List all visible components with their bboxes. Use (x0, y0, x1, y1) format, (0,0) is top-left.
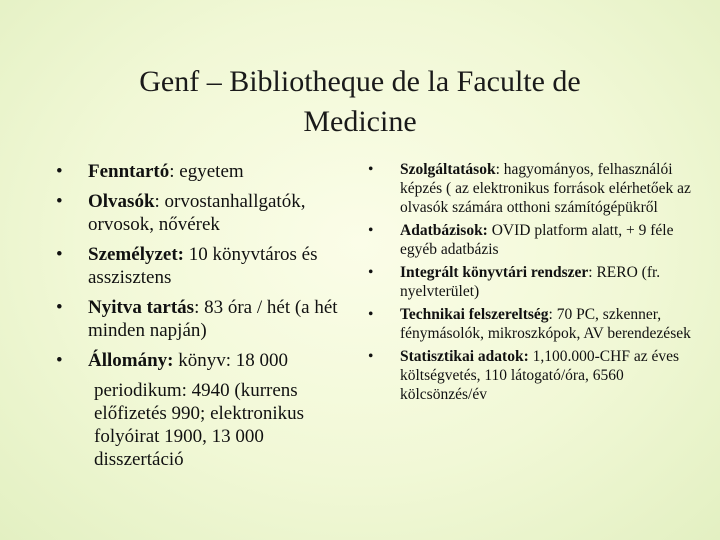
item-label: Szolgáltatások (400, 161, 496, 178)
list-item (368, 305, 698, 343)
list-item (368, 221, 698, 259)
slide-title-line-1: Genf – Bibliotheque de la Faculte de (139, 65, 581, 98)
item-text: : orvostanhallgatók, orvosok, nővérek (88, 191, 306, 235)
right-column-list (368, 160, 698, 408)
bullet-icon: • (56, 350, 63, 371)
item-text: : egyetem (169, 161, 244, 182)
item-continuation: periodikum: 4940 (kurrens előfizetés 990; elektronikus folyóirat 1900, 13 000 disszertáció (94, 380, 304, 470)
list-item (56, 296, 346, 342)
bullet-icon: • (368, 161, 374, 178)
list-item (368, 263, 698, 301)
bullet-icon: • (368, 348, 374, 365)
slide-title (0, 62, 720, 142)
slide-title-line-2: Medicine (303, 105, 417, 138)
item-label: Adatbázisok: (400, 222, 488, 239)
item-text: : hagyományos, felhasználói képzés ( az elektronikus források elérhetőek az olvasók számára otthoni számítógépükről (400, 161, 691, 216)
bullet-icon: • (368, 264, 374, 281)
bullet-icon: • (368, 306, 374, 323)
bullet-icon: • (56, 191, 63, 212)
item-text: OVID platform alatt, + 9 féle egyéb adatbázis (400, 222, 674, 258)
list-item (368, 347, 698, 404)
item-label: Nyitva tartás (88, 297, 195, 318)
item-text: : RERO (fr. nyelvterület) (400, 264, 661, 300)
item-label: Olvasók (88, 191, 155, 212)
item-label: Fenntartó (88, 161, 170, 182)
bullet-icon: • (56, 161, 63, 182)
item-text: 1,100.000-CHF az éves költségvetés, 110 látogató/óra, 6560 kölcsönzés/év (400, 348, 679, 403)
item-text: : 83 óra / hét (a hét minden napján) (88, 297, 338, 341)
bullet-icon: • (56, 244, 63, 265)
left-column-list (56, 160, 346, 478)
item-text: 10 könyvtáros és asszisztens (88, 244, 318, 288)
item-label: Technikai felszereltség (400, 306, 549, 323)
list-item (56, 190, 346, 236)
item-label: Állomány: (88, 350, 174, 371)
list-item (56, 160, 346, 183)
bullet-icon: • (56, 297, 63, 318)
list-item (56, 349, 346, 471)
item-label: Személyzet: (88, 244, 184, 265)
item-text: könyv: 18 000 (173, 350, 289, 371)
item-label: Statisztikai adatok: (400, 348, 529, 365)
bullet-icon: • (368, 222, 374, 239)
item-text: : 70 PC, szkenner, fénymásolók, mikroszkópok, AV berendezések (400, 306, 691, 342)
list-item (56, 243, 346, 289)
list-item (368, 160, 698, 217)
item-label: Integrált könyvtári rendszer (400, 264, 589, 281)
